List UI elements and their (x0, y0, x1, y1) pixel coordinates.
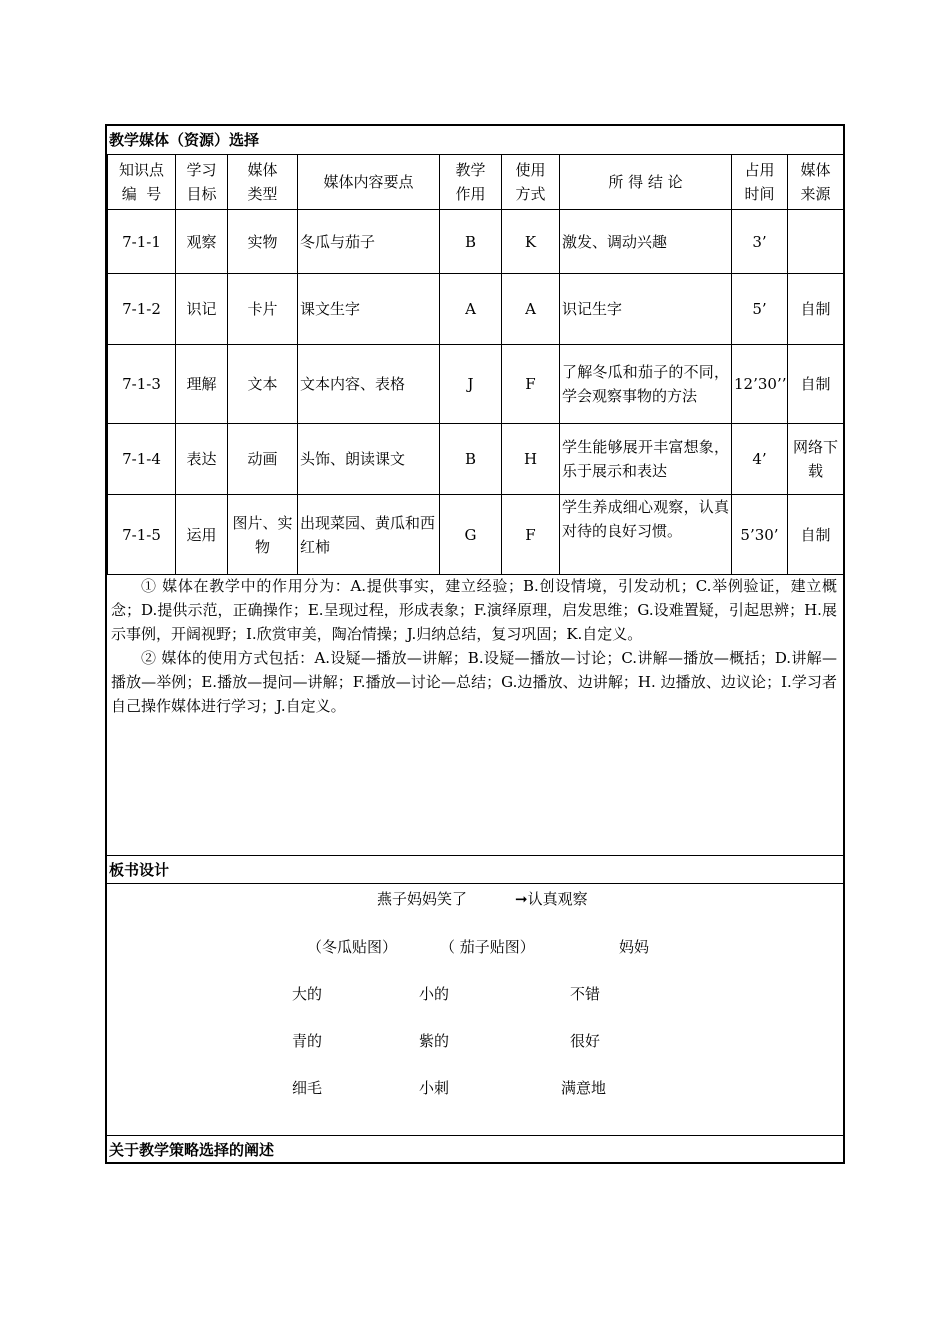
cell-content: 冬瓜与茄子 (298, 210, 440, 274)
cell-source: 网络下载 (788, 424, 844, 495)
cell-role: A (440, 274, 502, 345)
cell-usage: H (502, 424, 560, 495)
cell-goal: 理解 (176, 345, 228, 424)
board-col3-item: 妈妈 (619, 938, 650, 956)
cell-type: 文本 (228, 345, 298, 424)
cell-content: 文本内容、表格 (298, 345, 440, 424)
header-goal: 学习 目标 (176, 155, 228, 210)
cell-time: 3’ (732, 210, 788, 274)
board-keyword (515, 888, 588, 910)
table-row (108, 210, 844, 274)
cell-role: J (440, 345, 502, 424)
cell-role: B (440, 424, 502, 495)
note-roles: ① 媒体在教学中的作用分为：A.提供事实，建立经验；B.创设情境，引发动机；C.举例验证，建立概念；D.提供示范，正确操作；E.呈现过程，形成表象；F.演绎原理，启发思维；G.设难置疑，引起思辨；H.展示事例，开阔视野；I.欣赏审美，陶冶情操；J.归纳总结，复习巩固；K.自定义。 (111, 577, 837, 643)
cell-usage: F (502, 345, 560, 424)
cell-source: 自制 (788, 495, 844, 575)
cell-goal: 观察 (176, 210, 228, 274)
media-table (107, 154, 844, 575)
cell-source (788, 210, 844, 274)
cell-role: B (440, 210, 502, 274)
board-col3-item: 很好 (570, 1032, 601, 1050)
cell-goal: 表达 (176, 424, 228, 495)
header-conclusion: 所 得 结 论 (560, 155, 732, 210)
cell-content: 出现菜园、黄瓜和西红柿 (298, 495, 440, 575)
cell-role: G (440, 495, 502, 575)
strategy-section-title: 关于教学策略选择的阐述 (109, 1141, 275, 1159)
cell-point: 7-1-3 (108, 345, 176, 424)
board-col3-item: 满意地 (561, 1079, 607, 1097)
cell-point: 7-1-1 (108, 210, 176, 274)
cell-type: 动画 (228, 424, 298, 495)
cell-point: 7-1-4 (108, 424, 176, 495)
cell-time: 5’ (732, 274, 788, 345)
header-source: 媒体 来源 (788, 155, 844, 210)
header-type: 媒体 类型 (228, 155, 298, 210)
table-row (108, 495, 844, 575)
cell-goal: 运用 (176, 495, 228, 575)
board-section-title: 板书设计 (109, 861, 170, 879)
cell-conclusion: 学生能够展开丰富想象，乐于展示和表达 (560, 424, 732, 495)
table-row (108, 274, 844, 345)
board-col2-item: 小刺 (419, 1079, 450, 1097)
board-col3-item: 不错 (570, 985, 601, 1003)
media-notes (111, 574, 837, 718)
cell-time: 5’30’ (732, 495, 788, 575)
header-time: 占用 时间 (732, 155, 788, 210)
board-heading: 燕子妈妈笑了 (377, 890, 468, 908)
cell-conclusion: 了解冬瓜和茄子的不同，学会观察事物的方法 (560, 345, 732, 424)
arrow-right-icon: ➞ (515, 890, 528, 908)
cell-type: 卡片 (228, 274, 298, 345)
cell-usage: K (502, 210, 560, 274)
note-usage: ② 媒体的使用方式包括：A.设疑—播放—讲解；B.设疑—播放—讨论；C.讲解—播放—概括；D.讲解—播放—举例；E.播放—提问—讲解；F.播放—讨论—总结；G.边播放、边讲解；H. 边播放、边议论；I.学习者自己操作媒体进行学习；J.自定义。 (111, 649, 837, 715)
board-col2-item: （ 茄子贴图） (440, 938, 535, 956)
header-content: 媒体内容要点 (298, 155, 440, 210)
header-role: 教学 作用 (440, 155, 502, 210)
cell-content: 课文生字 (298, 274, 440, 345)
media-table-header (108, 155, 844, 210)
cell-goal: 识记 (176, 274, 228, 345)
cell-usage: F (502, 495, 560, 575)
board-keyword-text: 认真观察 (527, 890, 588, 908)
cell-time: 12’30’’ (732, 345, 788, 424)
board-col2-item: 紫的 (419, 1032, 450, 1050)
board-col2-item: 小的 (419, 985, 450, 1003)
cell-conclusion: 识记生字 (560, 274, 732, 345)
cell-type: 实物 (228, 210, 298, 274)
cell-usage: A (502, 274, 560, 345)
board-col1-item: 青的 (292, 1032, 323, 1050)
cell-conclusion: 激发、调动兴趣 (560, 210, 732, 274)
cell-point: 7-1-2 (108, 274, 176, 345)
cell-point: 7-1-5 (108, 495, 176, 575)
table-row (108, 345, 844, 424)
board-col1-item: 大的 (292, 985, 323, 1003)
lesson-plan-frame (105, 124, 845, 1164)
cell-content: 头饰、朗读课文 (298, 424, 440, 495)
cell-type: 图片、实物 (228, 495, 298, 575)
divider (107, 883, 843, 884)
header-point: 知识点 编 号 (108, 155, 176, 210)
header-usage: 使用 方式 (502, 155, 560, 210)
table-row (108, 424, 844, 495)
media-section-title: 教学媒体（资源）选择 (109, 131, 260, 149)
cell-time: 4’ (732, 424, 788, 495)
cell-source: 自制 (788, 345, 844, 424)
board-col1-item: 细毛 (292, 1079, 323, 1097)
cell-source: 自制 (788, 274, 844, 345)
board-col1-item: （冬瓜贴图） (307, 938, 398, 956)
cell-conclusion: 学生养成细心观察，认真对待的良好习惯。 (560, 495, 732, 575)
